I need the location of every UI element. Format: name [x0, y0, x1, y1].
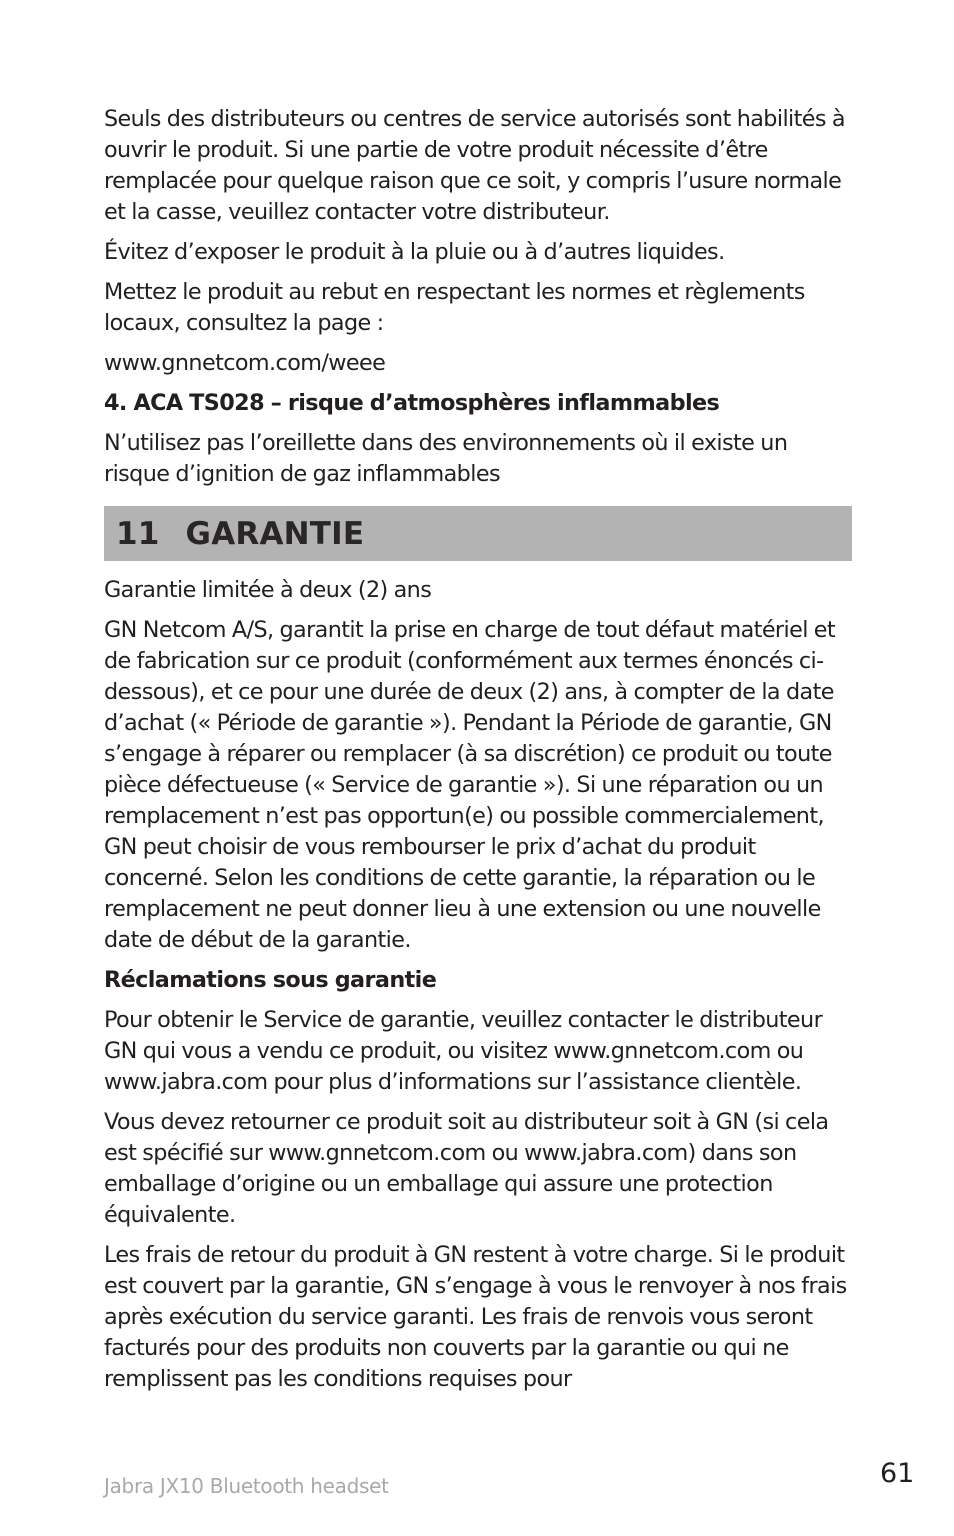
paragraph-warranty-duration: Garantie limitée à deux (2) ans	[104, 577, 432, 603]
page-content	[104, 104, 852, 1404]
paragraph-claims-contact: Pour obtenir le Service de garantie, veuillez contacter le distributeur GN qui vous a vendu ce produit, ou visitez www.gnnetcom.com ou www.jabra.com pour plus d’informations sur l’assistance clientèle.	[104, 1007, 823, 1095]
paragraph-return-packaging: Vous devez retourner ce produit soit au distributeur soit à GN (si cela est spécifié sur www.gnnetcom.com ou www.jabra.com) dans son emballage d’origine ou un emballage qui assure une protection équivalente.	[104, 1109, 829, 1228]
paragraph-return-costs: Les frais de retour du produit à GN restent à votre charge. Si le produit est couvert par la garantie, GN s’engage à vous le renvoyer à nos frais après exécution du service garanti. Les frais de renvois vous seront facturés pour des produits non couverts par la garantie ou qui ne remplissent pas les conditions requises pour	[104, 1242, 847, 1392]
paragraph-disposal: Mettez le produit au rebut en respectant les normes et règlements locaux, consultez la page :	[104, 279, 805, 336]
page-number: 61	[880, 1458, 915, 1489]
paragraph-warranty-terms: GN Netcom A/S, garantit la prise en charge de tout défaut matériel et de fabrication sur ce produit (conformément aux termes énoncés ci-dessous), et ce pour une durée de deux (2) ans, à compter de la date d’achat (« Période de garantie »). Pendant la Période de garantie, GN s’engage à réparer ou remplacer (à sa discrétion) ce produit ou toute pièce défectueuse (« Service de garantie »). Si une réparation ou un remplacement n’est pas opportun(e) ou possible commercialement, GN peut choisir de vous rembourser le prix d’achat du produit concerné. Selon les conditions de cette garantie, la réparation ou le remplacement ne peut donner lieu à une extension ou une nouvelle date de début de la garantie.	[104, 617, 836, 953]
paragraph-authorized-service: Seuls des distributeurs ou centres de service autorisés sont habilités à ouvrir le produit. Si une partie de votre produit nécessite d’être remplacée pour quelque raison que ce soit, y compris l’usure normale et la casse, veuillez contacter votre distributeur.	[104, 106, 845, 225]
paragraph-flammable-warning: N’utilisez pas l’oreillette dans des environnements où il existe un risque d’ignition de gaz inflammables	[104, 430, 788, 487]
weee-link[interactable]: www.gnnetcom.com/weee	[104, 350, 386, 376]
section-title: GARANTIE	[185, 515, 365, 552]
heading-warranty-claims: Réclamations sous garantie	[104, 967, 437, 993]
paragraph-rain-warning: Évitez d’exposer le produit à la pluie ou à d’autres liquides.	[104, 239, 725, 265]
section-number: 11	[116, 515, 160, 552]
section-header-garantie	[104, 506, 852, 561]
heading-aca-ts028: 4. ACA TS028 – risque d’atmosphères inflammables	[104, 390, 720, 416]
footer-product-name: Jabra JX10 Bluetooth headset	[104, 1474, 389, 1498]
